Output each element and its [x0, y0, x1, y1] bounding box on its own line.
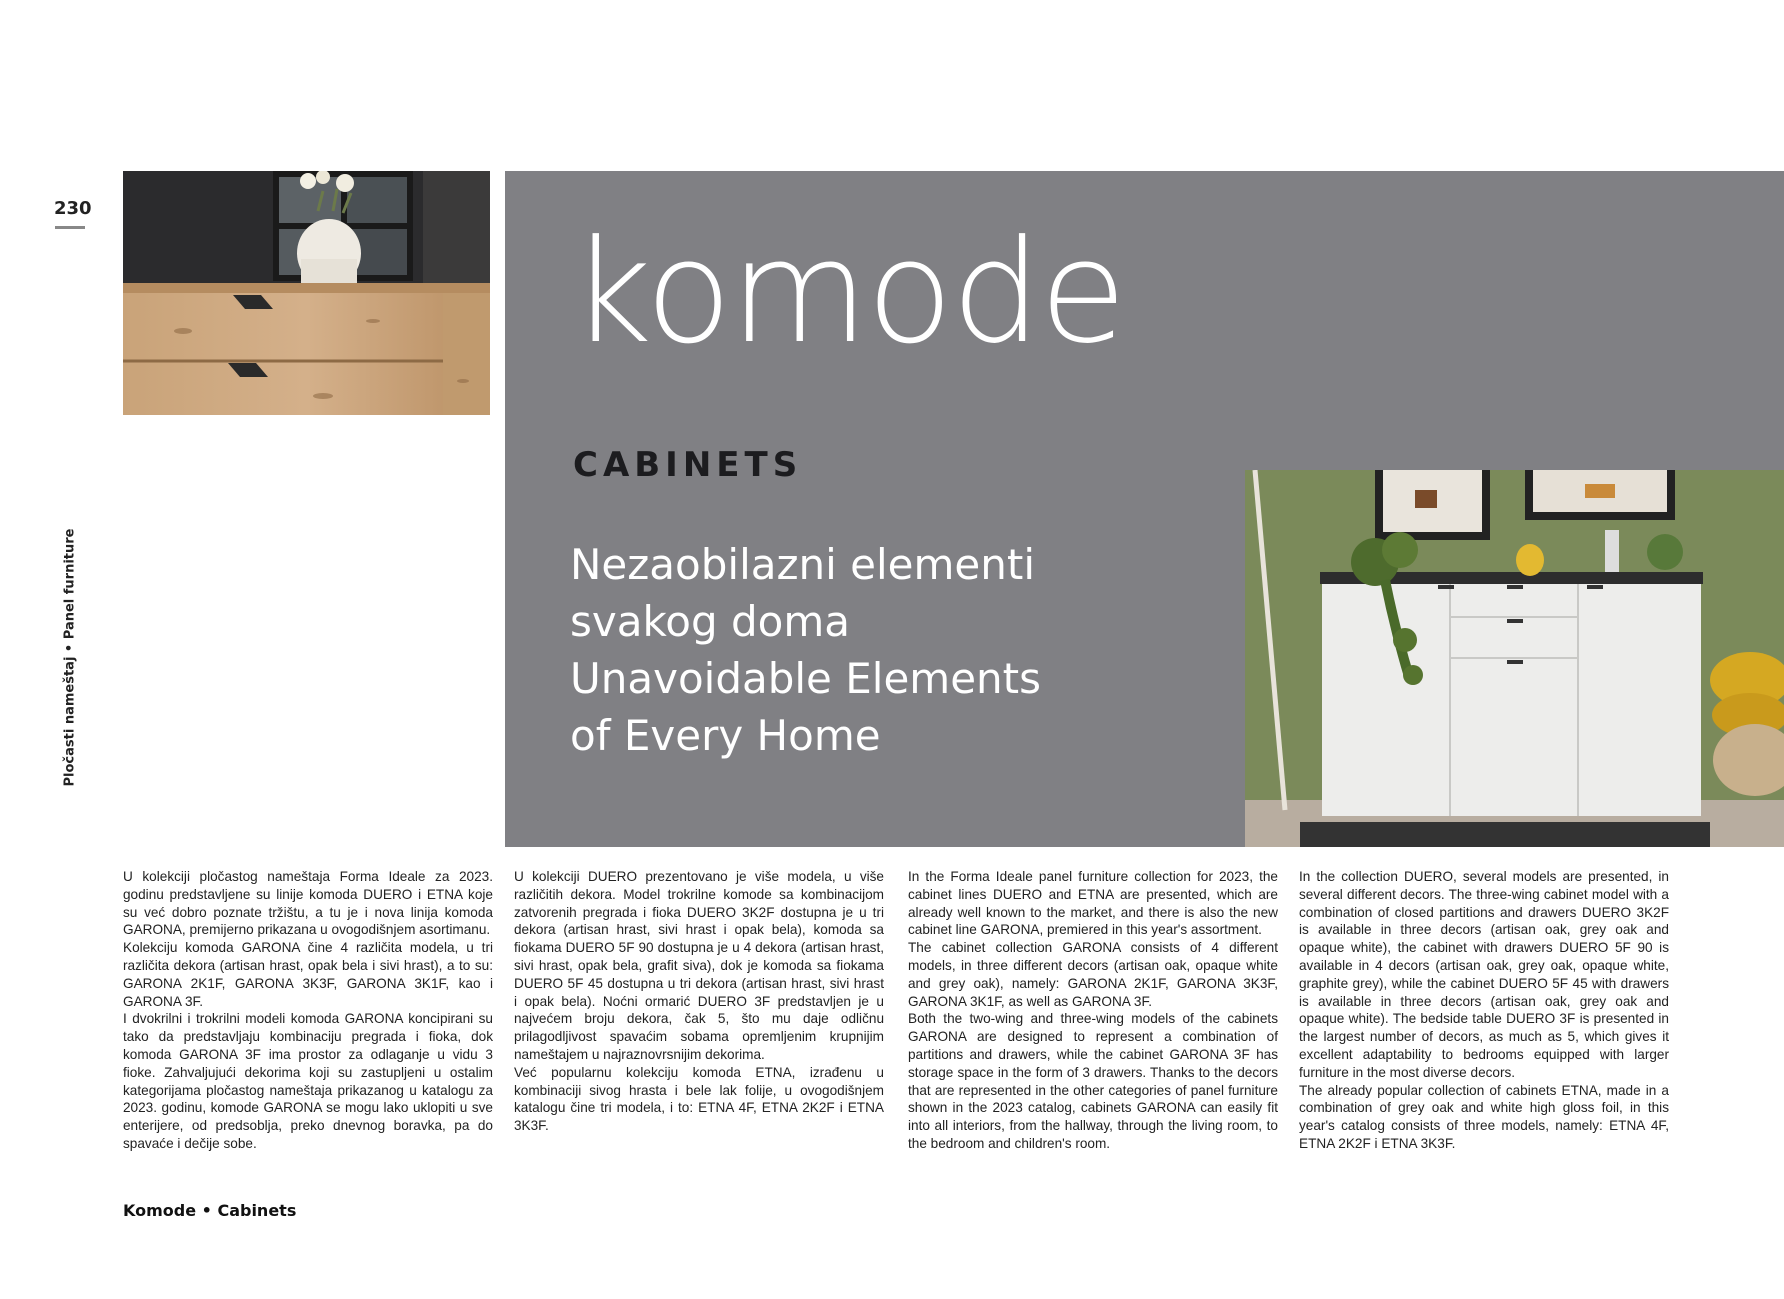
- cabinet-illustration: [1245, 470, 1784, 847]
- page-title: komode: [570, 210, 1125, 375]
- text-column-3: [908, 868, 1278, 1153]
- paragraph: Kolekciju komoda GARONA čine 4 različita modela, u tri različita dekora (artisan hrast, opak bela i sivi hrast), a to su: GARONA 2K1F, GARONA 3K3F, GARONA 3K1F, kao i GARONA 3F.: [123, 940, 493, 1009]
- footer-label: Komode • Cabinets: [123, 1201, 297, 1220]
- side-section-label: Pločasti nameštaj • Panel furniture: [62, 528, 78, 787]
- paragraph: Both the two-wing and three-wing models of the cabinets GARONA are designed to represent a combination of partitions and drawers, while the cabinet GARONA 3F has storage space in the form of 3 drawers. Thanks to the decors that are represented in the other categories of panel furniture shown in the 2023 catalog, cabinets GARONA can easily fit into all interiors, from the hallway, through the living room, to the bedroom and children's room.: [908, 1011, 1278, 1151]
- paragraph: The already popular collection of cabinets ETNA, made in a combination of grey oak and white high gloss foil, in this year's catalog consists of three models, namely: ETNA 4F, ETNA 2K2F i ETNA 3K3F.: [1299, 1082, 1669, 1151]
- paragraph: In the collection DUERO, several models are presented, in several different decors. The three-wing cabinet model with a combination of closed partitions and drawers DUERO 3K2F is available in three decors (artisan oak, grey oak and opaque white), the cabinet with drawers DUERO 5F 90 is available in 4 decors (artisan oak, grey oak, opaque white, graphite grey), while the cabinet DUERO 5F 45 with drawers is available in three decors (artisan oak, grey oak and opaque white). The bedside table DUERO 3F is presented in the largest number of decors, as much as 5, which gives it excellent adaptability to bedrooms equipped with larger furniture in the most diverse decors.: [1299, 869, 1669, 1080]
- paragraph: U kolekciji DUERO prezentovano je više modela, u više različitih dekora. Model trokrilne komode sa kombinacijom zatvorenih pregrada i fioka DUERO 3K2F dostupna je u tri dekora (artisan hrast, sivi hrast i opak bela), komoda sa fiokama DUERO 5F 90 dostupna je u 4 dekora (artisan hrast, sivi hrast, opak bela, grafit siva), dok je komoda sa fiokama DUERO 5F 45 dostupna u tri dekora (artisan hrast, sivi hrast i opak bela). Noćni ormarić DUERO 3F predstavljen je u najvećem broju dekora, čak 5, što mu daje odličnu prilagodljivost spavaćim sobama opremljenim krupnijim nameštajem u najraznovrsnijim dekorima.: [514, 869, 884, 1062]
- dresser-photo: [123, 171, 490, 415]
- tagline-line: of Every Home: [570, 711, 881, 760]
- page-number: 230: [54, 198, 92, 219]
- paragraph: Već popularnu kolekciju komoda ETNA, izrađenu u kombinaciji sivog hrasta i bele lak folije, u ovogodišnjem katalogu čine tri modela, i to: ETNA 4F, ETNA 2K2F i ETNA 3K3F.: [514, 1064, 884, 1134]
- page-number-rule: [55, 226, 85, 229]
- paragraph: U kolekciji pločastog nameštaja Forma Ideale za 2023. godinu predstavljene su linije komoda DUERO i ETNA koje su već dobro poznate tržištu, a tu je i nova linija komoda GARONA, premijerno prikazana u ovogodišnjem asortimanu.: [123, 869, 493, 938]
- tagline: [570, 536, 1041, 764]
- text-column-1: [123, 868, 493, 1153]
- tagline-line: Unavoidable Elements: [570, 654, 1042, 703]
- tagline-line: Nezaobilazni elementi: [570, 540, 1036, 589]
- paragraph: I dvokrilni i trokrilni modeli komoda GARONA koncipirani su tako da predstavljaju kombinaciju pregrada i fioka, dok komoda GARONA 3F ima prostor za odlaganje u vidu 3 fioke. Zahvaljujući dekorima koji su zastupljeni u ostalim kategorijama pločastog nameštaja prikazanog u katalogu za 2023. godinu, komode GARONA se mogu lako uklopiti u sve enterijere, od predsoblja, preko dnevnog boravka, pa do spavaće i dečije sobe.: [123, 1011, 493, 1151]
- paragraph: The cabinet collection GARONA consists of 4 different models, in three different decors (artisan oak, opaque white and grey oak), namely: GARONA 2K1F, GARONA 3K3F, GARONA 3K1F, as well as GARONA 3F.: [908, 940, 1278, 1009]
- page-subtitle: CABINETS: [573, 445, 803, 485]
- text-column-4: [1299, 868, 1669, 1153]
- paragraph: In the Forma Ideale panel furniture collection for 2023, the cabinet lines DUERO and ETNA are presented, which are already well known to the market, and there is also the new cabinet line GARONA, premiered in this year's assortment.: [908, 869, 1278, 938]
- cabinet-photo: [1245, 470, 1784, 847]
- text-column-2: [514, 868, 884, 1135]
- tagline-line: svakog doma: [570, 597, 851, 646]
- dresser-illustration: [123, 171, 490, 415]
